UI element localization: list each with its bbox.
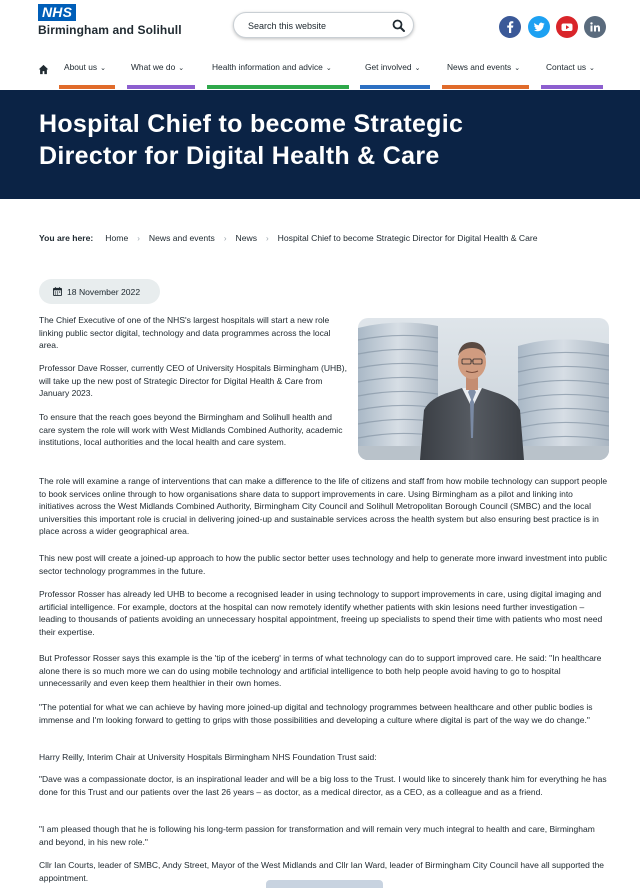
chevron-down-icon: ⌄	[178, 65, 185, 72]
nhs-logo-badge: NHS	[38, 4, 76, 21]
article-paragraph: "Dave was a compassionate doctor, is an inspirational leader and will be a big loss to the Trust. I would like to sincerely thank him for everything he has done for this Trust and our patients over the last 26 years – as doctor, as a medical director, as a CEO, as a colleague and as a friend.	[39, 774, 607, 797]
nav-accent-bar	[127, 85, 195, 89]
article-paragraph: "The potential for what we can achieve by having more joined-up digital and technology programmes between healthcare and other public bodies is immense and I'm looking forward to getting to grips with those possibilities and developing a culture where digital is part of the way we do change."	[39, 702, 593, 725]
search-button[interactable]	[391, 18, 407, 34]
calendar-icon	[53, 287, 62, 296]
page-title-line: Hospital Chief to become Strategic	[39, 110, 464, 138]
chevron-down-icon: ⌄	[325, 65, 332, 72]
nav-home-link[interactable]	[38, 62, 49, 73]
article-paragraph: To ensure that the reach goes beyond the Birmingham and Solihull health and care system the role will work with West Midlands Combined Authority, academic institutions, local authorities and the local health and care system.	[39, 412, 343, 447]
home-icon	[38, 64, 49, 75]
breadcrumb	[39, 233, 538, 243]
twitter-link[interactable]	[528, 16, 550, 38]
page-hero	[0, 90, 640, 199]
article-paragraph: The Chief Executive of one of the NHS's largest hospitals will start a new role linking public sector digital, technology and data programmes across the local area.	[39, 315, 331, 350]
nav-item-label: About us	[64, 62, 98, 72]
article-paragraph: Professor Rosser has already led UHB to become a recognised leader in using technology to support improvements in care, using digital imaging and artificial intelligence. For example, doctors at the hospital can now remotely identify whether patients with skin lesions need further investigation – leading to thousands of patients avoiding an unnecessary hospital appointment, freeing up specialists to spend their time with patients who most need their expertise.	[39, 589, 603, 637]
facebook-link[interactable]	[499, 16, 521, 38]
article-date	[39, 279, 160, 304]
nav-item-about-us[interactable]	[64, 62, 106, 72]
search-input[interactable]	[248, 17, 388, 34]
youtube-link[interactable]	[556, 16, 578, 38]
nav-item-label: Health information and advice	[212, 62, 323, 72]
linkedin-icon	[584, 16, 606, 38]
search-box	[233, 12, 414, 38]
page-title-line: Director for Digital Health & Care	[39, 142, 440, 170]
chevron-right-icon: ›	[266, 234, 269, 243]
article-paragraph: This new post will create a joined-up approach to how the public sector better uses technology and help to generate more inward investment into public sector technology programmes in the future.	[39, 553, 607, 576]
breadcrumb-label: You are here:	[39, 233, 94, 243]
nav-item-what-we-do[interactable]	[131, 62, 184, 72]
nav-item-get-involved[interactable]	[365, 62, 420, 72]
article-date-text: 18 November 2022	[67, 287, 141, 297]
linkedin-link[interactable]	[584, 16, 606, 38]
article-paragraph: Harry Reilly, Interim Chair at University Hospitals Birmingham NHS Foundation Trust said:	[39, 752, 377, 762]
youtube-icon	[556, 16, 578, 38]
breadcrumb-link-home[interactable]: Home	[105, 233, 129, 243]
article-paragraph: But Professor Rosser says this example is the 'tip of the iceberg' in terms of what technology can do to support improved care. He said: "In healthcare alone there is so much more we can do using mobile technology and artificial intelligence to both help people avoid having to go to hospital unnecessarily and even keep them healthier in their own homes.	[39, 653, 602, 688]
nav-item-news-and-events[interactable]	[447, 62, 520, 72]
article-paragraph: Cllr Ian Courts, leader of SMBC, Andy Street, Mayor of the West Midlands and Cllr Ian Ward, leader of Birmingham City Council have all supported the appointment.	[39, 860, 605, 883]
facebook-icon	[499, 16, 521, 38]
search-icon	[391, 18, 407, 34]
site-logo[interactable]	[38, 4, 182, 37]
nav-item-health-information[interactable]	[212, 62, 332, 72]
nav-accent-bar	[541, 85, 603, 89]
nav-item-contact-us[interactable]	[546, 62, 595, 72]
nav-item-label: Get involved	[365, 62, 412, 72]
article-paragraph: Professor Dave Rosser, currently CEO of University Hospitals Birmingham (UHB), will take up the new post of Strategic Director for Digital Health & Care from January 2023.	[39, 363, 347, 398]
main-nav	[0, 54, 640, 90]
chevron-down-icon: ⌄	[414, 65, 421, 72]
breadcrumb-current: Hospital Chief to become Strategic Director for Digital Health & Care	[277, 233, 538, 243]
article-paragraph: The role will examine a range of interventions that can make a difference to the life of citizens and staff from how mobile technology can support people to book services online through to how organisations share data to support improvements in care. Using Birmingham as a pilot and linking into initiatives across the West Midlands Combined Authority, Birmingham City Council and Solihull Metropolitan Borough Council (SMBC) and the local universities this important role is crucial in delivering joined-up and sustainable services across the health system but also ensuring best practice is in place across a wider geographical area.	[39, 476, 608, 536]
nav-accent-bar	[59, 85, 115, 89]
article-paragraph: "I am pleased though that he is following his long-term passion for transformation and will remain very much integral to health and care, Birmingham and beyond, in his new role."	[39, 824, 595, 847]
org-name: Birmingham and Solihull	[38, 23, 182, 37]
page-title	[39, 108, 599, 172]
feedback-tab[interactable]	[266, 880, 383, 888]
nav-item-label: What we do	[131, 62, 176, 72]
chevron-right-icon: ›	[223, 234, 227, 243]
chevron-down-icon: ⌄	[514, 65, 521, 72]
chevron-right-icon: ›	[137, 234, 140, 243]
nav-accent-bar	[442, 85, 529, 89]
nav-item-label: Contact us	[546, 62, 587, 72]
breadcrumb-link-news-and-events[interactable]: News and events	[148, 233, 215, 243]
chevron-down-icon: ⌄	[589, 65, 595, 72]
nav-accent-bar	[360, 85, 430, 89]
breadcrumb-link-news[interactable]: News	[235, 233, 257, 243]
nav-accent-bar	[207, 85, 349, 89]
nav-item-label: News and events	[447, 62, 512, 72]
chevron-down-icon: ⌄	[100, 65, 106, 72]
article-photo	[358, 318, 609, 460]
twitter-icon	[528, 16, 550, 38]
site-header	[0, 0, 640, 54]
